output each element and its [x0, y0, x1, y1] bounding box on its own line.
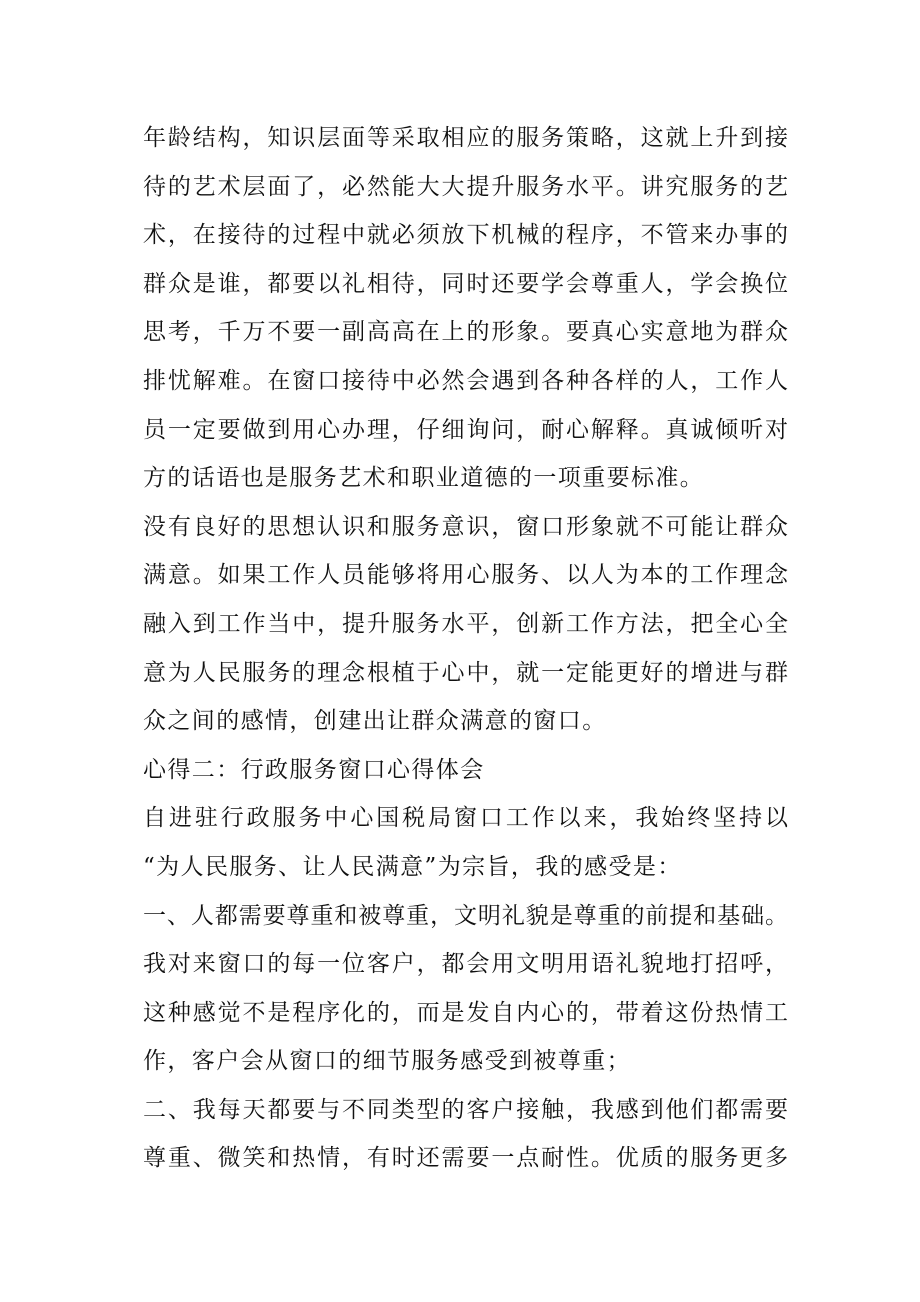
text-line: 这种感觉不是程序化的，而是发自内心的，带着这份热情工	[143, 999, 788, 1026]
text-line: 意为人民服务的理念根植于心中，就一定能更好的增进与群	[143, 659, 788, 686]
text-line: “为人民服务、让人民满意”为宗旨，我的感受是：	[143, 853, 682, 880]
text-line: 我对来窗口的每一位客户，都会用文明用语礼貌地打招呼，	[143, 951, 788, 978]
text-line: 排忧解难。在窗口接待中必然会遇到各种各样的人，工作人	[143, 367, 788, 394]
text-line: 融入到工作当中，提升服务水平，创新工作方法，把全心全	[143, 610, 788, 637]
document-body	[143, 114, 788, 1183]
section-heading: 心得二：行政服务窗口心得体会	[143, 756, 485, 783]
text-line: 群众是谁，都要以礼相待，同时还要学会尊重人，学会换位	[143, 270, 788, 297]
text-line: 自进驻行政服务中心国税局窗口工作以来，我始终坚持以	[143, 805, 788, 832]
text-line: 作，客户会从窗口的细节服务感受到被尊重；	[143, 1048, 631, 1075]
text-line: 术，在接待的过程中就必须放下机械的程序，不管来办事的	[143, 222, 788, 249]
text-line: 众之间的感情，创建出让群众满意的窗口。	[143, 708, 607, 735]
text-line: 没有良好的思想认识和服务意识，窗口形象就不可能让群众	[143, 513, 788, 540]
text-line: 方的话语也是服务艺术和职业道德的一项重要标准。	[143, 465, 705, 492]
text-line: 满意。如果工作人员能够将用心服务、以人为本的工作理念	[143, 562, 788, 589]
text-line: 二、我每天都要与不同类型的客户接触，我感到他们都需要	[143, 1096, 788, 1123]
text-line: 思考，千万不要一副高高在上的形象。要真心实意地为群众	[143, 319, 788, 346]
text-line: 员一定要做到用心办理，仔细询问，耐心解释。真诚倾听对	[143, 416, 788, 443]
text-line: 一、人都需要尊重和被尊重，文明礼貌是尊重的前提和基础。	[143, 902, 788, 929]
text-line: 年龄结构，知识层面等采取相应的服务策略，这就上升到接	[143, 125, 788, 151]
text-line: 待的艺术层面了，必然能大大提升服务水平。讲究服务的艺	[143, 173, 788, 200]
text-line: 尊重、微笑和热情，有时还需要一点耐性。优质的服务更多	[143, 1145, 788, 1172]
